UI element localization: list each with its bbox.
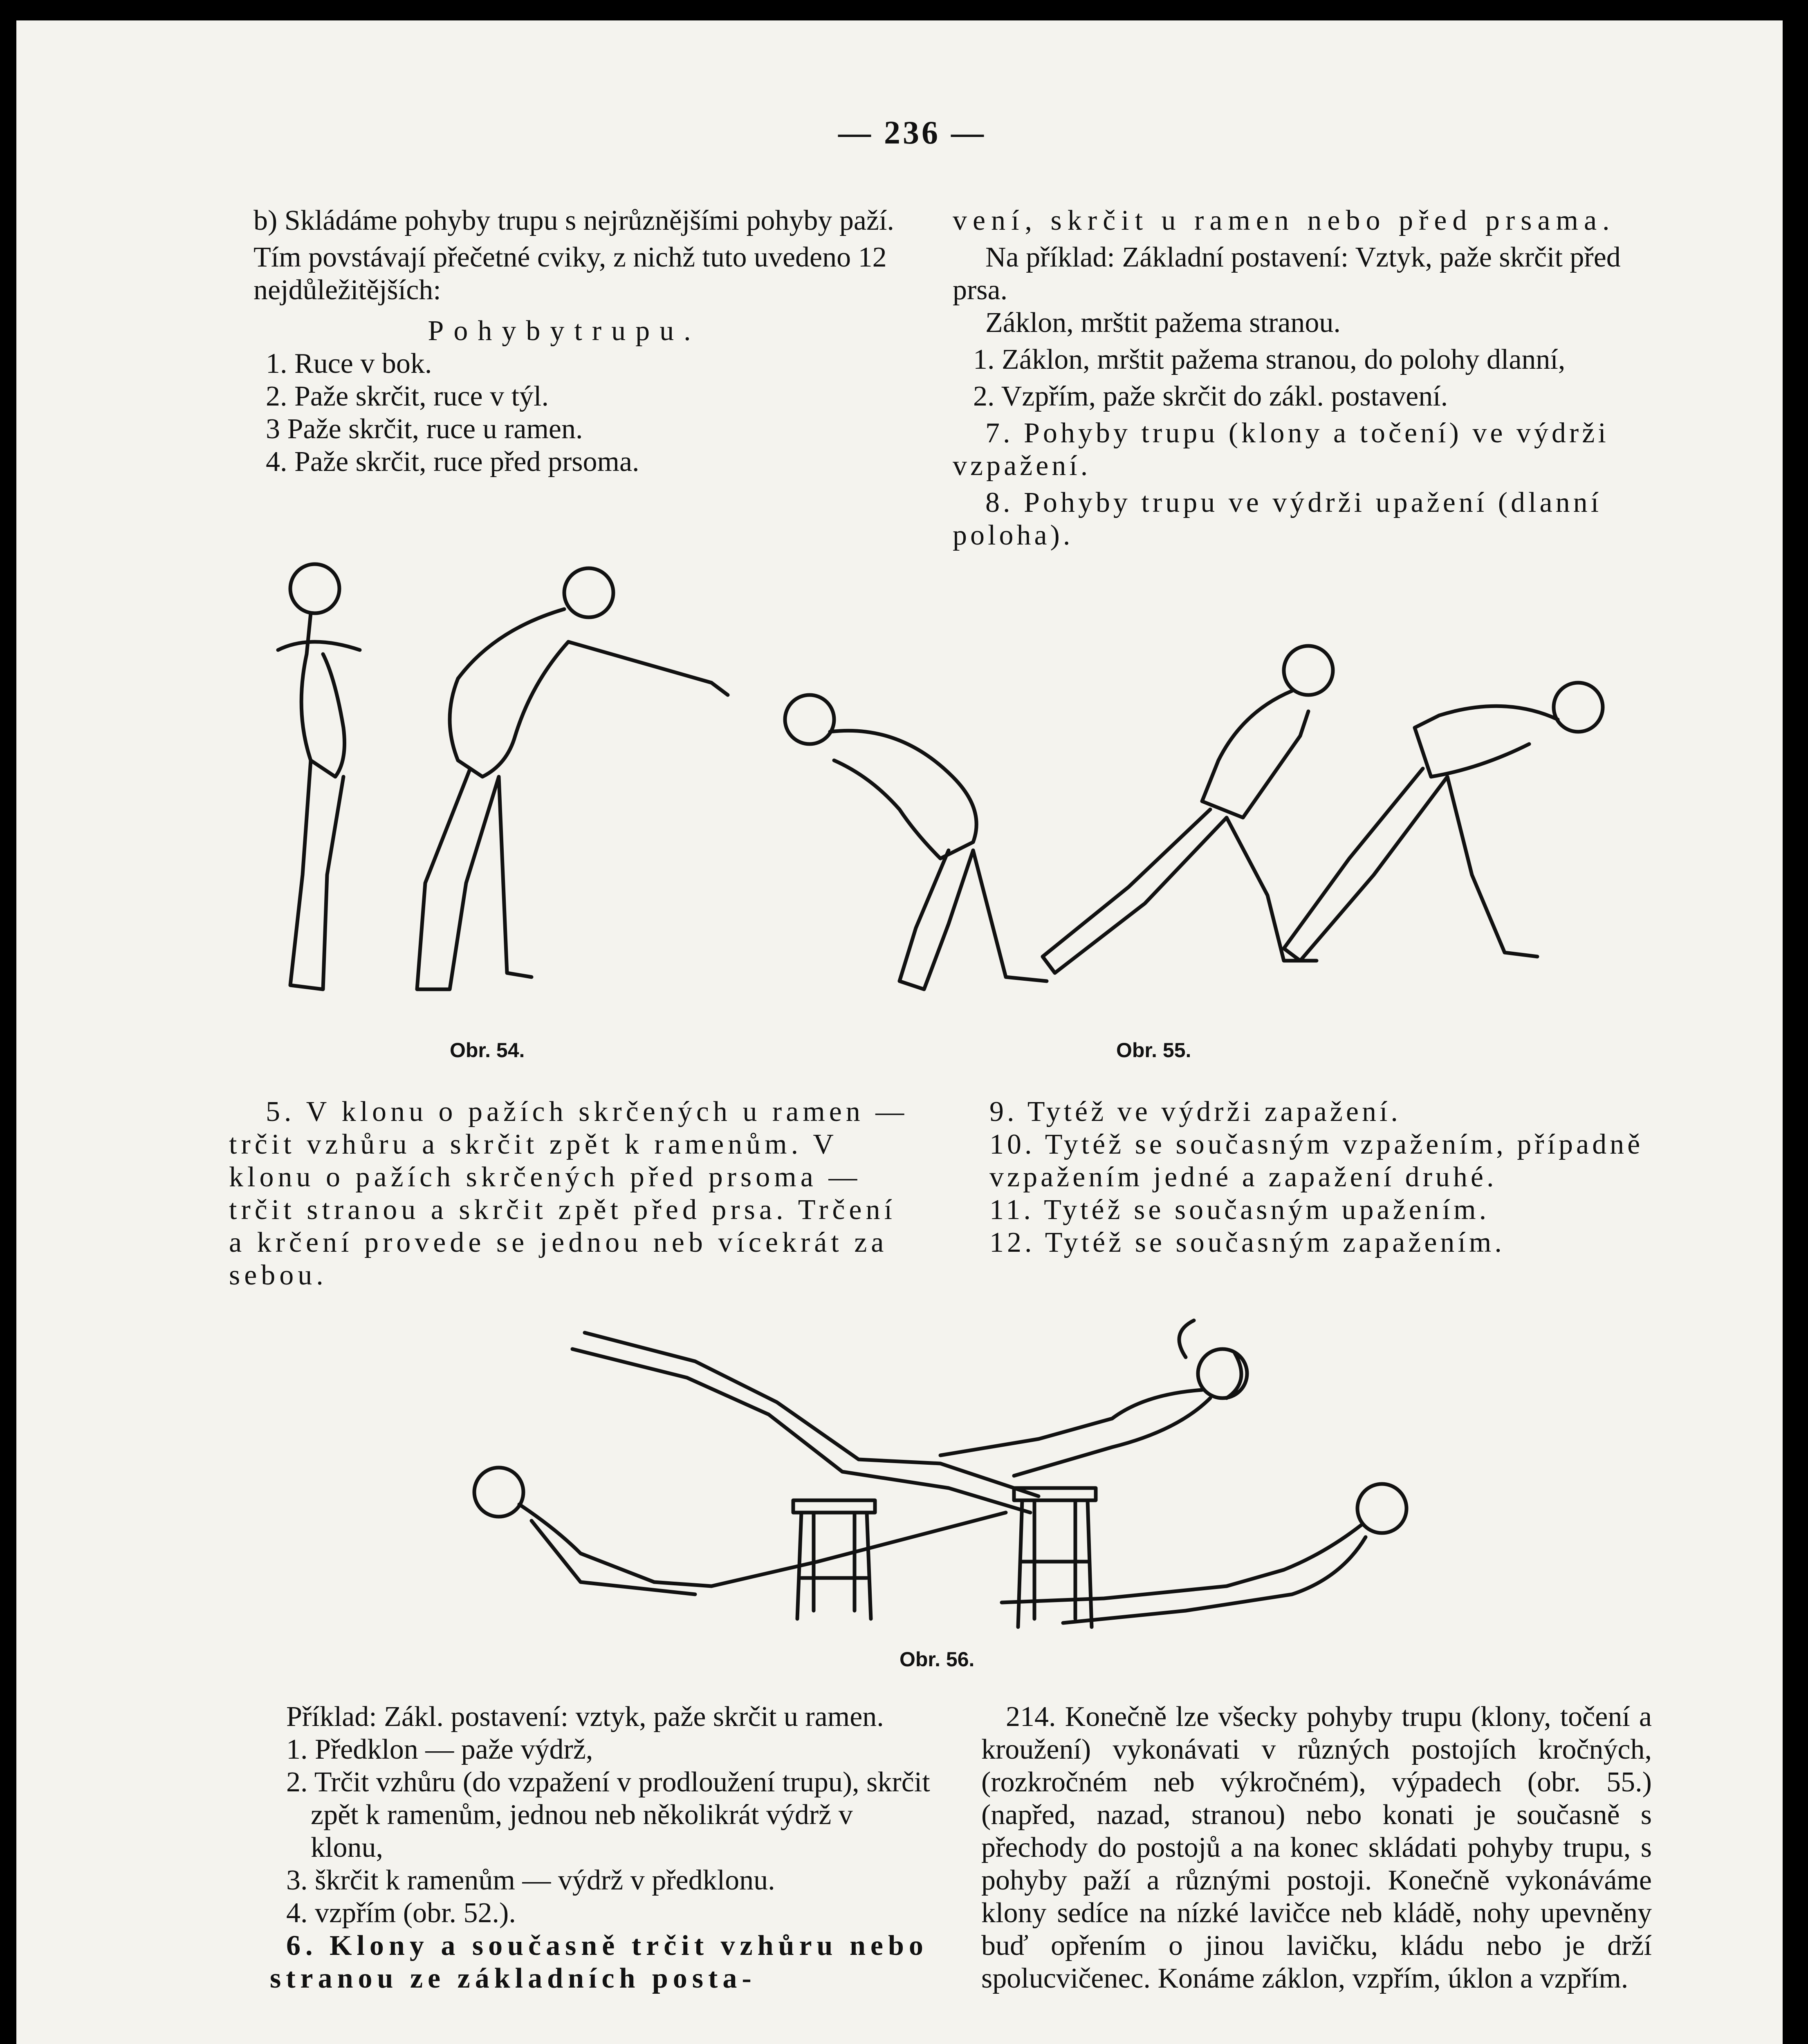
example-text: Na příklad: Základní postavení: Vztyk, paže skrčit před prsa. [953,242,1621,306]
intro-text: b) Skládáme pohyby trupu s nejrůznějšími pohyby paží. [253,205,894,236]
list-item: 1. Záklon, mrštit pažema stranou, do polohy dlanní, [973,344,1566,375]
list-item: 2. Paže skrčit, ruce v týl. [266,381,549,412]
left-top-block [229,204,900,478]
right-mid-block [965,1096,1652,1259]
bench-exercise-illustration [409,1300,1595,1652]
list-item: 4. vzpřím (obr. 52.). [286,1897,516,1929]
section-heading: Pohybytrupu. [428,315,701,347]
figure-54-55 [229,548,1660,1038]
left-bottom-block [270,1701,932,1995]
list-item: 11. Tytéž se současným upažením. [989,1194,1490,1226]
caption-fig-55: Obr. 55. [1116,1039,1191,1062]
paragraph-214: 214. Konečně lze všecky pohyby trupu (klony, točení a kroužení) vykonávati v různých postojích kročných, (rozkročném neb výkročném), výpadech (obr. 55.) (napřed, nazad, stranou) nebo konati je současně s přechody do postojů a na konec skládati pohyby trupu, s pohyby paží a různými postoji. Konečně vykonáváme klony sedíce na nízké lavičce neb kládě, nohy upevněny buď opřením o jinou lavičku, kládu nebo je drží spolucvičenec. Konáme záklon, vzpřím, úklon a vzpřím. [981,1701,1652,1994]
intro-text-2: Tím povstávají přečetné cviky, z nichž tuto uvedeno 12 nejdůležitějších: [253,242,887,306]
list-item: 9. Tytéž ve výdrži zapažení. [989,1096,1401,1127]
list-item: 2. Trčit vzhůru (do vzpažení v prodloužení trupu), skrčit zpět k ramenům, jednou neb několikrát výdrž v klonu, [286,1766,930,1863]
list-item: 2. Vzpřím, paže skrčit do zákl. postavení. [973,381,1448,412]
right-top-block [953,204,1640,552]
list-item: 10. Tytéž se současným vzpažením, případně vzpažením jedné a zapažení druhé. [989,1129,1644,1193]
list-item-6: 6. Klony a současně trčit vzhůru nebo stranou ze základních posta- [270,1930,928,1994]
list-item-5: 5. V klonu o pažích skrčených u ramen — trčit vzhůru a skrčit zpět k ramenům. V klonu o pažích skrčených před prsoma — trčit stranou a skrčit zpět před prsa. Trčení a krčení provede se jednou neb vícekrát za sebou. [229,1096,908,1291]
left-mid-block [229,1096,924,1292]
list-item: 3. škrčit k ramenům — výdrž v předklonu. [286,1865,775,1896]
page-number: — 236 — [838,115,986,151]
zaklon-text: Záklon, mrštit pažema stranou. [985,307,1341,338]
caption-fig-56: Obr. 56. [900,1648,975,1671]
continued-text: vení, skrčit u ramen nebo před prsama. [953,205,1615,236]
right-bottom-block [981,1701,1652,1995]
example-text: Příklad: Zákl. postavení: vztyk, paže skrčit u ramen. [286,1701,884,1732]
list-item: 12. Tytéž se současným zapažením. [989,1227,1505,1258]
list-item: 4. Paže skrčit, ruce před prsoma. [266,446,639,477]
list-item-7: 7. Pohyby trupu (klony a točení) ve výdrži vzpažení. [953,417,1609,482]
list-item: 1. Předklon — paže výdrž, [286,1734,593,1765]
list-item: 1. Ruce v bok. [266,348,432,379]
list-item: 3 Paže skrčit, ruce u ramen. [266,413,583,445]
caption-fig-54: Obr. 54. [450,1039,525,1062]
figure-56 [409,1300,1595,1652]
list-item-8: 8. Pohyby trupu ve výdrži upažení (dlanní poloha). [953,487,1602,551]
gymnast-figures-illustration [229,548,1660,1038]
